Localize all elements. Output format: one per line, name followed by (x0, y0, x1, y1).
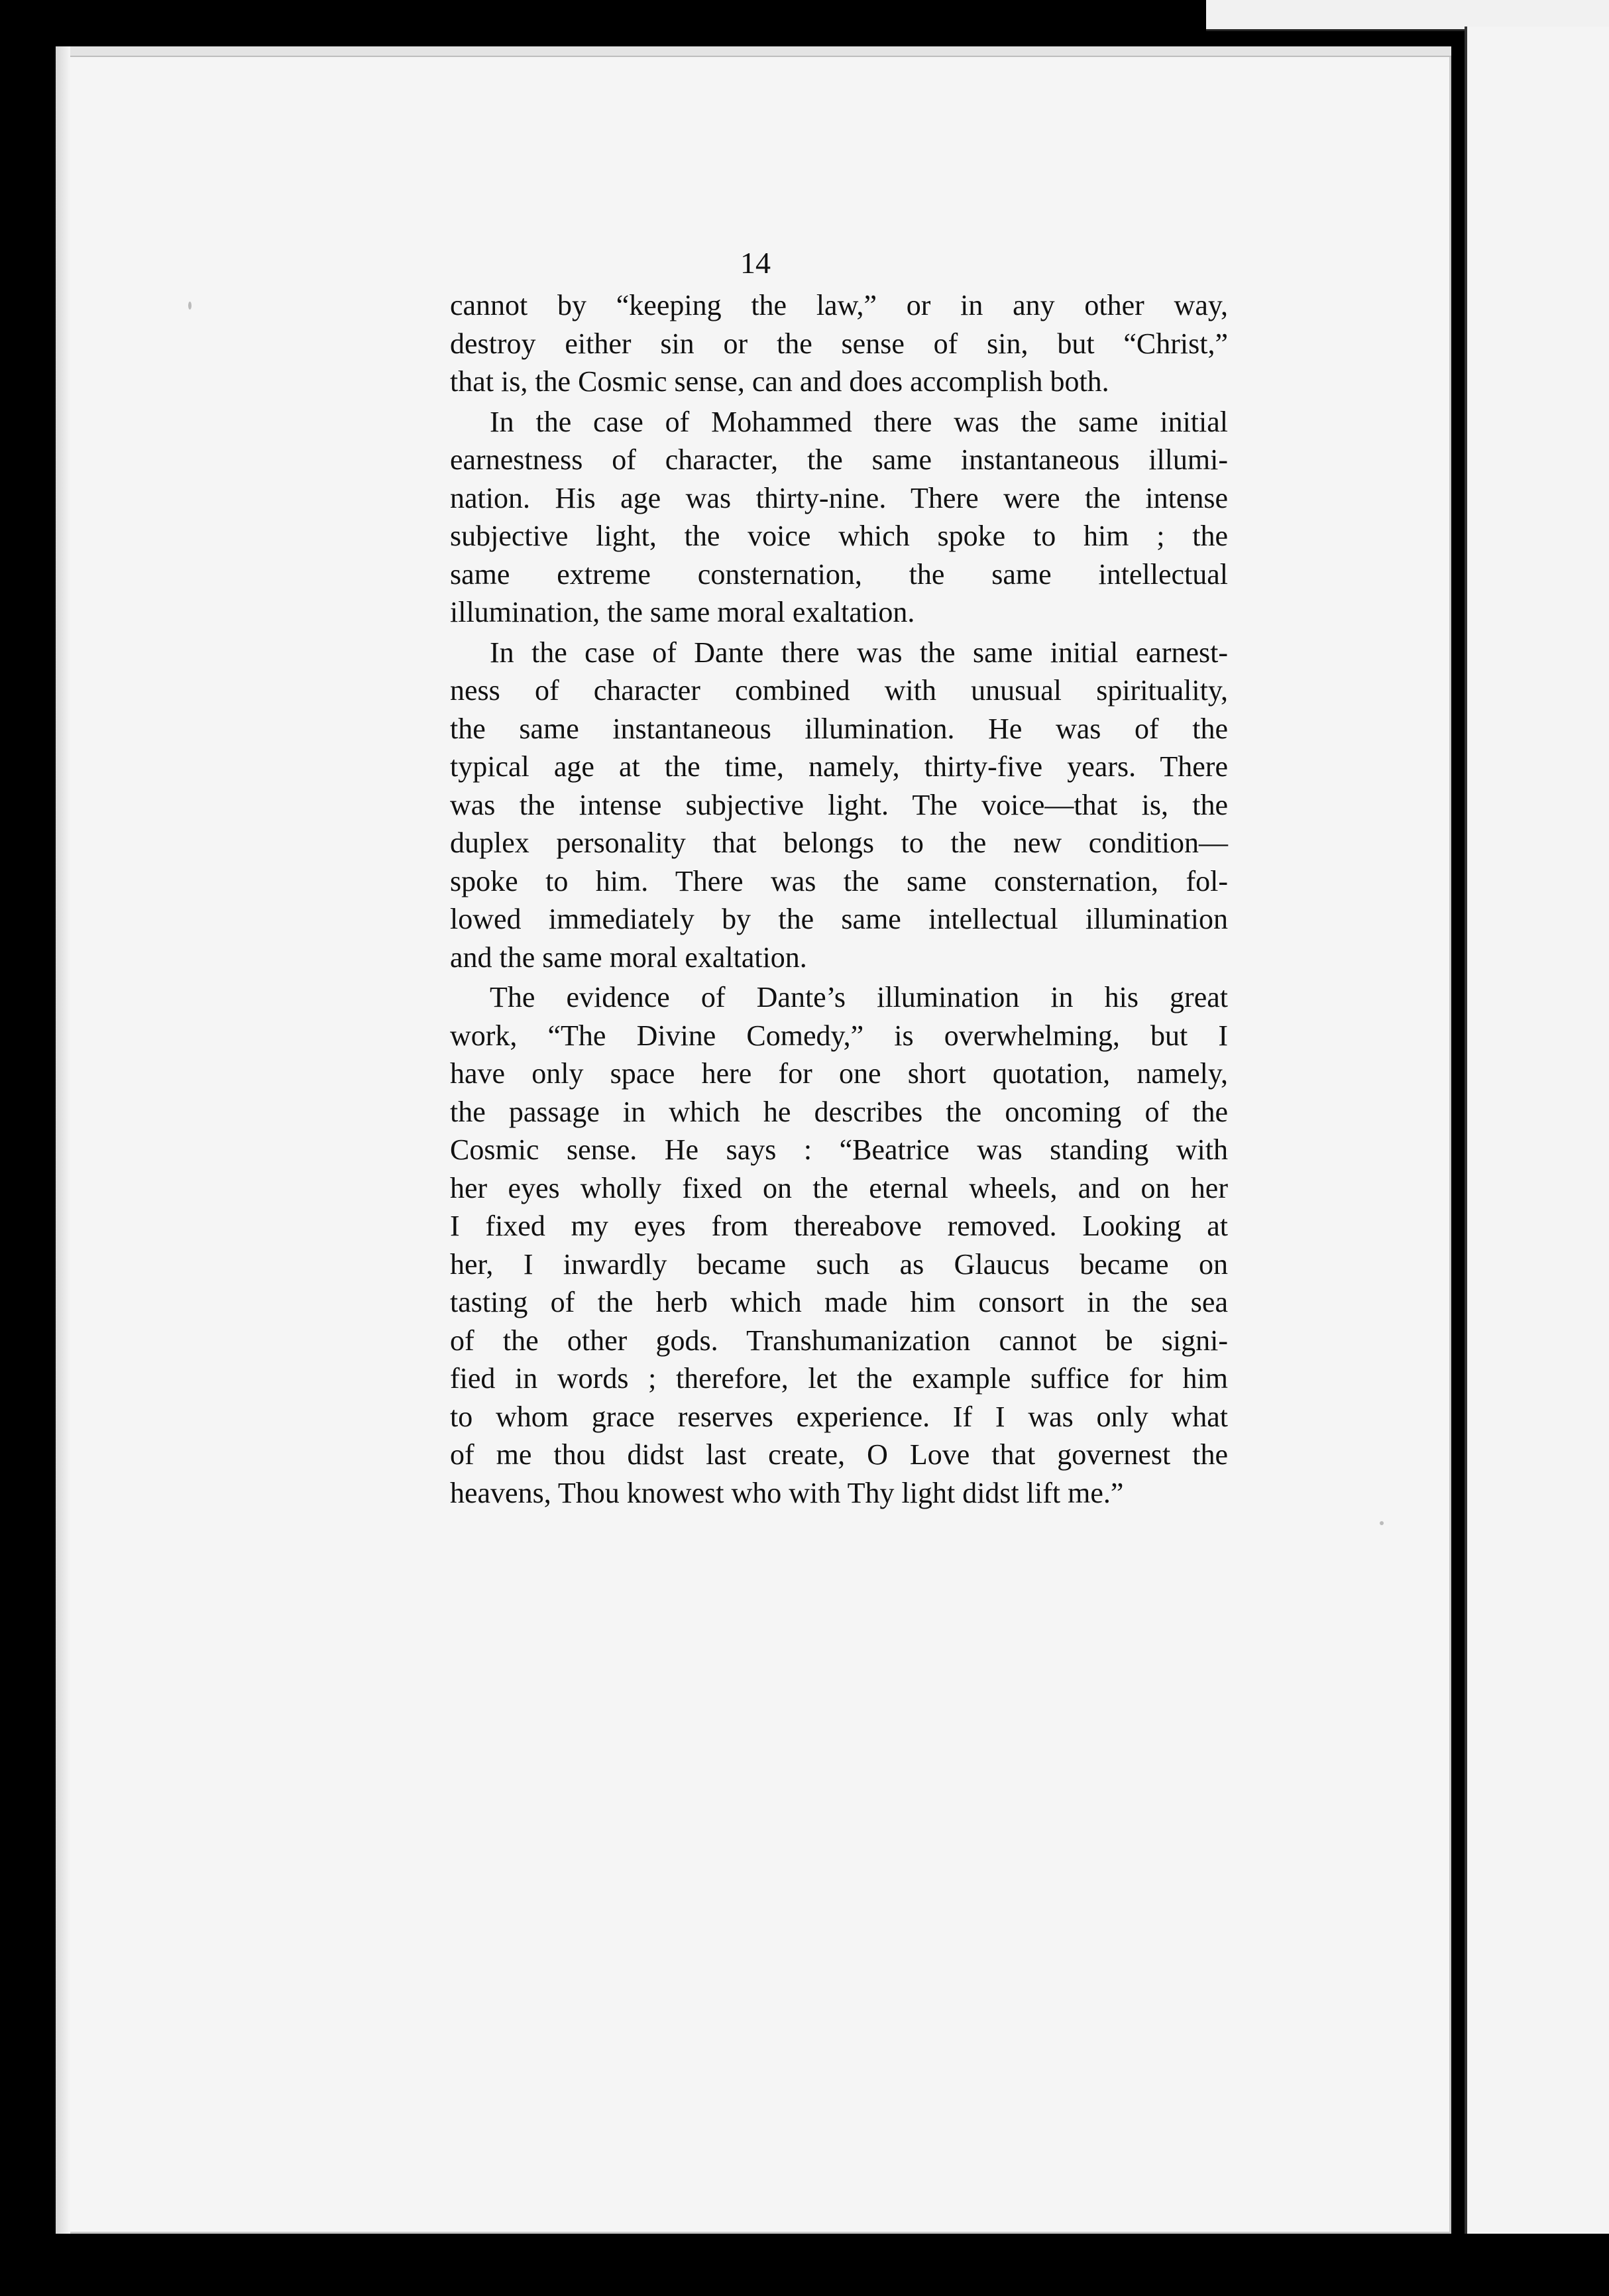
text-line: In the case of Dante there was the same initial earnest- (490, 636, 1228, 669)
paragraph (450, 286, 1228, 401)
body-text (450, 286, 1228, 1512)
scan-speck (1380, 1521, 1384, 1525)
paragraph (450, 403, 1228, 632)
text-line: and the same moral exaltation. (450, 941, 807, 974)
text-line: work, “The Divine Comedy,” is overwhelming, but I (450, 1019, 1228, 1052)
text-line: that is, the Cosmic sense, can and does accomplish both. (450, 365, 1109, 398)
text-line: nation. His age was thirty-nine. There were the intense (450, 481, 1228, 514)
text-line: Cosmic sense. He says : “Beatrice was standing with (450, 1133, 1228, 1166)
text-line: typical age at the time, namely, thirty-five years. There (450, 750, 1228, 783)
text-line: of the other gods. Transhumanization cannot be signi- (450, 1324, 1228, 1357)
text-line: ness of character combined with unusual spirituality, (450, 674, 1228, 707)
scan-speck (188, 302, 192, 310)
text-line: I fixed my eyes from thereabove removed. Looking at (450, 1210, 1228, 1242)
text-line: spoke to him. There was the same consternation, fol- (450, 864, 1228, 897)
text-line: In the case of Mohammed there was the same initial (490, 405, 1228, 438)
text-line: was the intense subjective light. The voice—that is, the (450, 788, 1228, 821)
text-line: of me thou didst last create, O Love that governest the (450, 1438, 1228, 1471)
text-line: subjective light, the voice which spoke to him ; the (450, 520, 1228, 552)
text-line: the passage in which he describes the oncoming of the (450, 1095, 1228, 1128)
text-line: destroy either sin or the sense of sin, but “Christ,” (450, 327, 1228, 360)
text-line: earnestness of character, the same instantaneous illumi- (450, 443, 1228, 476)
adjacent-page-sliver (1465, 27, 1609, 2234)
text-line: duplex personality that belongs to the new condition— (450, 827, 1228, 859)
text-line: to whom grace reserves experience. If I was only what (450, 1400, 1228, 1433)
text-line: the same instantaneous illumination. He was of the (450, 712, 1228, 745)
text-line: lowed immediately by the same intellectual illumination (450, 903, 1228, 935)
page-number: 14 (740, 246, 771, 280)
text-line: her eyes wholly fixed on the eternal wheels, and on her (450, 1171, 1228, 1204)
text-line: illumination, the same moral exaltation. (450, 596, 915, 628)
text-line: The evidence of Dante’s illumination in his great (490, 981, 1228, 1013)
paragraph (450, 634, 1228, 977)
text-line: have only space here for one short quotation, namely, (450, 1057, 1228, 1090)
text-line: her, I inwardly became such as Glaucus became on (450, 1247, 1228, 1281)
text-line: cannot by “keeping the law,” or in any other way, (450, 289, 1228, 321)
paragraph (450, 978, 1228, 1512)
text-line: same extreme consternation, the same intellectual (450, 557, 1228, 591)
text-line: fied in words ; therefore, let the example suffice for him (450, 1362, 1228, 1395)
text-line: tasting of the herb which made him consort in the sea (450, 1286, 1228, 1318)
text-line: heavens, Thou knowest who with Thy light didst lift me.” (450, 1476, 1124, 1509)
